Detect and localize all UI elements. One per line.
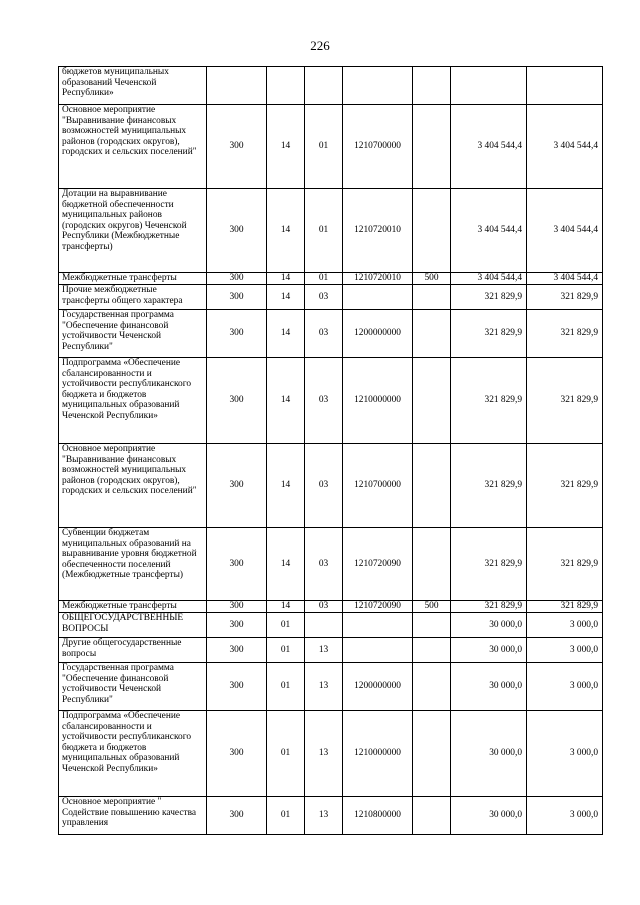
row-code-target: 1210720090 xyxy=(343,528,413,601)
row-code-admin: 300 xyxy=(207,663,267,711)
row-code-section: 01 xyxy=(267,711,305,797)
row-amount-2: 3 000,0 xyxy=(527,663,603,711)
row-code-target: 1210720010 xyxy=(343,189,413,273)
row-code-section: 01 xyxy=(267,663,305,711)
row-amount-2: 321 829,9 xyxy=(527,528,603,601)
row-code-subsection xyxy=(305,613,343,638)
row-name: Подпрограмма «Обеспечение сбалансированности и устойчивости республиканского бюджета и бюджетов муниципальных образований Чеченской Республики» xyxy=(59,358,207,444)
row-name: Государственная программа "Обеспечение финансовой устойчивости Чеченской Республики" xyxy=(59,310,207,358)
row-name: Межбюджетные трансферты xyxy=(59,601,207,613)
row-code-section: 14 xyxy=(267,310,305,358)
row-amount-2: 3 404 544,4 xyxy=(527,273,603,285)
row-amount-2: 3 000,0 xyxy=(527,638,603,663)
row-code-target: 1210000000 xyxy=(343,711,413,797)
row-amount-1: 321 829,9 xyxy=(451,285,527,310)
row-amount-1: 321 829,9 xyxy=(451,358,527,444)
row-code-target xyxy=(343,638,413,663)
table-row xyxy=(59,711,603,797)
row-amount-2: 3 404 544,4 xyxy=(527,105,603,189)
row-name: Межбюджетные трансферты xyxy=(59,273,207,285)
row-code-subsection xyxy=(305,67,343,105)
row-amount-1: 30 000,0 xyxy=(451,711,527,797)
row-code-section: 14 xyxy=(267,528,305,601)
row-code-target: 1210000000 xyxy=(343,358,413,444)
row-name: Прочие межбюджетные трансферты общего характера xyxy=(59,285,207,310)
table-row xyxy=(59,105,603,189)
row-code-admin: 300 xyxy=(207,528,267,601)
row-code-subsection: 03 xyxy=(305,310,343,358)
row-code-admin: 300 xyxy=(207,105,267,189)
table-row xyxy=(59,189,603,273)
table-row xyxy=(59,358,603,444)
row-code-subsection: 13 xyxy=(305,638,343,663)
row-code-target: 1200000000 xyxy=(343,310,413,358)
row-code-section: 01 xyxy=(267,613,305,638)
row-amount-1: 30 000,0 xyxy=(451,638,527,663)
row-code-subsection: 03 xyxy=(305,601,343,613)
row-code-target: 1200000000 xyxy=(343,663,413,711)
row-amount-1: 321 829,9 xyxy=(451,601,527,613)
row-code-section: 14 xyxy=(267,189,305,273)
row-code-expense-type xyxy=(413,444,451,528)
row-amount-1: 3 404 544,4 xyxy=(451,273,527,285)
budget-table xyxy=(58,66,603,835)
row-code-expense-type xyxy=(413,638,451,663)
row-amount-1: 3 404 544,4 xyxy=(451,105,527,189)
row-code-expense-type xyxy=(413,310,451,358)
row-amount-1: 321 829,9 xyxy=(451,528,527,601)
row-code-section: 14 xyxy=(267,105,305,189)
row-code-admin: 300 xyxy=(207,638,267,663)
row-code-expense-type xyxy=(413,67,451,105)
table-row xyxy=(59,310,603,358)
row-code-target xyxy=(343,613,413,638)
row-amount-1: 30 000,0 xyxy=(451,797,527,835)
row-code-subsection: 01 xyxy=(305,105,343,189)
row-code-expense-type xyxy=(413,711,451,797)
row-code-expense-type: 500 xyxy=(413,273,451,285)
row-name: Основное мероприятие "Выравнивание финансовых возможностей муниципальных районов (городских округов), городских и сельских поселений" xyxy=(59,105,207,189)
row-code-admin: 300 xyxy=(207,285,267,310)
row-code-subsection: 03 xyxy=(305,528,343,601)
row-code-expense-type xyxy=(413,105,451,189)
table-row xyxy=(59,528,603,601)
row-amount-2: 321 829,9 xyxy=(527,358,603,444)
row-code-subsection: 01 xyxy=(305,273,343,285)
row-code-admin: 300 xyxy=(207,273,267,285)
row-code-expense-type xyxy=(413,528,451,601)
row-code-expense-type: 500 xyxy=(413,601,451,613)
row-name: Основное мероприятие "Выравнивание финансовых возможностей муниципальных районов (городских округов), городских и сельских поселений" xyxy=(59,444,207,528)
row-amount-2: 321 829,9 xyxy=(527,285,603,310)
table-row xyxy=(59,273,603,285)
row-amount-2: 321 829,9 xyxy=(527,310,603,358)
row-code-subsection: 13 xyxy=(305,663,343,711)
row-amount-2: 321 829,9 xyxy=(527,601,603,613)
row-amount-1: 30 000,0 xyxy=(451,663,527,711)
row-code-section xyxy=(267,67,305,105)
row-amount-1: 321 829,9 xyxy=(451,444,527,528)
row-code-target: 1210700000 xyxy=(343,105,413,189)
row-code-subsection: 03 xyxy=(305,358,343,444)
row-code-section: 14 xyxy=(267,285,305,310)
row-amount-1: 3 404 544,4 xyxy=(451,189,527,273)
row-code-target: 1210720090 xyxy=(343,601,413,613)
row-code-section: 01 xyxy=(267,797,305,835)
row-amount-2: 3 000,0 xyxy=(527,711,603,797)
table-row xyxy=(59,663,603,711)
row-name: бюджетов муниципальных образований Чеченской Республики» xyxy=(59,67,207,105)
row-name: Основное мероприятие " Содействие повышению качества управления xyxy=(59,797,207,835)
row-code-expense-type xyxy=(413,285,451,310)
row-code-subsection: 13 xyxy=(305,711,343,797)
row-name: ОБЩЕГОСУДАРСТВЕННЫЕ ВОПРОСЫ xyxy=(59,613,207,638)
row-amount-2: 3 404 544,4 xyxy=(527,189,603,273)
table-row xyxy=(59,797,603,835)
row-name: Другие общегосударственные вопросы xyxy=(59,638,207,663)
row-code-subsection: 01 xyxy=(305,189,343,273)
budget-table-body xyxy=(59,67,603,835)
row-amount-2: 321 829,9 xyxy=(527,444,603,528)
row-code-expense-type xyxy=(413,797,451,835)
row-code-target: 1210700000 xyxy=(343,444,413,528)
row-code-expense-type xyxy=(413,358,451,444)
row-code-admin: 300 xyxy=(207,797,267,835)
row-code-admin: 300 xyxy=(207,613,267,638)
row-code-subsection: 13 xyxy=(305,797,343,835)
row-name: Дотации на выравнивание бюджетной обеспеченности муниципальных районов (городских округов) Чеченской Республики (Межбюджетные трансферты) xyxy=(59,189,207,273)
row-code-target xyxy=(343,67,413,105)
row-amount-1: 30 000,0 xyxy=(451,613,527,638)
row-code-expense-type xyxy=(413,663,451,711)
table-row xyxy=(59,285,603,310)
row-code-target: 1210720010 xyxy=(343,273,413,285)
row-code-expense-type xyxy=(413,613,451,638)
row-amount-1: 321 829,9 xyxy=(451,310,527,358)
row-code-subsection: 03 xyxy=(305,444,343,528)
row-code-target xyxy=(343,285,413,310)
row-amount-2: 3 000,0 xyxy=(527,613,603,638)
table-row xyxy=(59,638,603,663)
row-code-admin: 300 xyxy=(207,711,267,797)
row-code-admin: 300 xyxy=(207,189,267,273)
row-code-section: 14 xyxy=(267,273,305,285)
row-code-admin: 300 xyxy=(207,601,267,613)
page-number: 226 xyxy=(310,38,330,53)
row-code-section: 14 xyxy=(267,358,305,444)
row-code-admin: 300 xyxy=(207,310,267,358)
table-row xyxy=(59,67,603,105)
table-row xyxy=(59,444,603,528)
row-code-section: 01 xyxy=(267,638,305,663)
row-code-subsection: 03 xyxy=(305,285,343,310)
table-row xyxy=(59,613,603,638)
row-code-admin xyxy=(207,67,267,105)
row-code-section: 14 xyxy=(267,444,305,528)
row-code-target: 1210800000 xyxy=(343,797,413,835)
row-amount-2 xyxy=(527,67,603,105)
row-code-admin: 300 xyxy=(207,444,267,528)
row-amount-2: 3 000,0 xyxy=(527,797,603,835)
row-code-admin: 300 xyxy=(207,358,267,444)
row-code-section: 14 xyxy=(267,601,305,613)
row-name: Субвенции бюджетам муниципальных образований на выравнивание уровня бюджетной обеспеченности поселений (Межбюджетные трансферты) xyxy=(59,528,207,601)
row-amount-1 xyxy=(451,67,527,105)
row-code-expense-type xyxy=(413,189,451,273)
row-name: Государственная программа "Обеспечение финансовой устойчивости Чеченской Республики" xyxy=(59,663,207,711)
row-name: Подпрограмма «Обеспечение сбалансированности и устойчивости республиканского бюджета и бюджетов муниципальных образований Чеченской Республики» xyxy=(59,711,207,797)
table-row xyxy=(59,601,603,613)
